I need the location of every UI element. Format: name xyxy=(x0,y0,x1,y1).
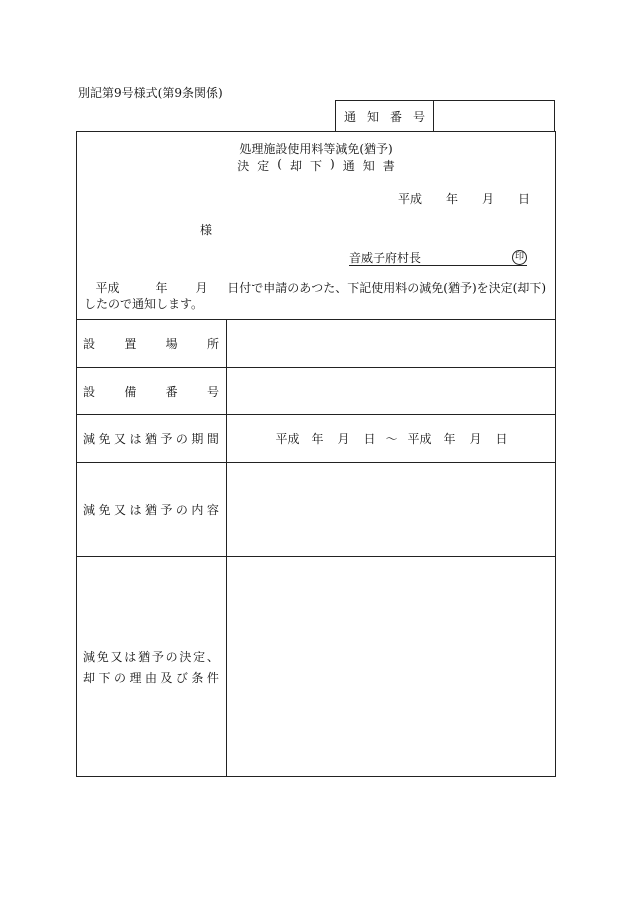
body-era: 平成 xyxy=(95,281,120,295)
period-start-era: 平成 xyxy=(275,432,300,446)
label-char: の xyxy=(175,432,188,446)
label-char: 又 xyxy=(110,650,123,664)
document-title-line1: 処理施設使用料等減免(猶予) xyxy=(239,142,393,156)
label-char: 、 xyxy=(206,650,219,664)
label-char: の xyxy=(165,650,178,664)
period-start-day: 日 xyxy=(363,432,376,446)
label-char: 設 xyxy=(83,384,96,399)
location-field[interactable] xyxy=(227,320,556,367)
label-char: 号 xyxy=(206,384,219,399)
issuer-line xyxy=(349,251,527,266)
notice-number-value[interactable] xyxy=(434,101,554,131)
label-char: 免 xyxy=(98,503,111,517)
label-char: 定 xyxy=(193,650,206,664)
title-char: 却 xyxy=(289,159,302,173)
equipment-number-field[interactable] xyxy=(227,368,556,414)
label-char: 備 xyxy=(124,384,137,399)
label-char: 号 xyxy=(412,109,425,124)
label-char: 免 xyxy=(98,432,111,446)
title-char: 知 xyxy=(362,159,375,173)
label-char: 所 xyxy=(206,337,219,351)
label-char: 猶 xyxy=(144,503,157,517)
date-day: 日 xyxy=(518,192,531,206)
label-char: の xyxy=(113,671,126,685)
body-sentence: 日付で申請のあつた、下記使用料の減免(猶予)を決定(却下)したので通知します。 xyxy=(84,281,547,311)
label-char: 番 xyxy=(389,109,402,124)
date-month: 月 xyxy=(482,192,495,206)
date-era: 平成 xyxy=(398,192,423,206)
table-row xyxy=(76,462,556,556)
title-char: 決 xyxy=(237,159,250,173)
issue-date[interactable] xyxy=(398,190,530,207)
label-char: 却 xyxy=(83,671,96,685)
notice-number-label xyxy=(336,101,434,131)
period-start-month: 月 xyxy=(337,432,350,446)
label-char: 由 xyxy=(144,671,157,685)
label-char: 予 xyxy=(160,503,173,517)
label-char: は xyxy=(124,650,137,664)
label-char: 予 xyxy=(160,432,173,446)
notice-number-box xyxy=(335,100,555,131)
label-char: び xyxy=(175,671,188,685)
label-char: 減 xyxy=(83,650,96,664)
label-char: 予 xyxy=(151,650,164,664)
table-row xyxy=(76,319,556,367)
label-char: 容 xyxy=(206,503,219,517)
label-char: 条 xyxy=(191,671,204,685)
content-field[interactable] xyxy=(227,463,556,556)
reason-and-conditions-field[interactable] xyxy=(227,557,556,777)
label-char: 置 xyxy=(124,337,137,351)
table-row xyxy=(76,556,556,777)
label-char: 猶 xyxy=(138,650,151,664)
label-char: 件 xyxy=(206,671,219,685)
label-char: の xyxy=(175,503,188,517)
label-char: 間 xyxy=(206,432,219,446)
date-year: 年 xyxy=(446,192,459,206)
label-char: 通 xyxy=(344,109,357,124)
label-char: 及 xyxy=(160,671,173,685)
row-label-period xyxy=(76,415,227,462)
row-label-location xyxy=(76,320,227,367)
period-end-year: 年 xyxy=(443,432,456,446)
title-char: ) xyxy=(330,157,335,171)
period-field[interactable] xyxy=(227,415,556,462)
title-char: 通 xyxy=(342,159,355,173)
row-label-equipment-number xyxy=(76,368,227,414)
label-char: は xyxy=(129,432,142,446)
period-start-year: 年 xyxy=(311,432,324,446)
label-char: 又 xyxy=(113,503,126,517)
label-char: 場 xyxy=(165,337,178,351)
period-end-era: 平成 xyxy=(407,432,432,446)
recipient-suffix: 様 xyxy=(200,223,213,237)
label-char: 免 xyxy=(96,650,109,664)
label-char: 番 xyxy=(165,384,178,399)
label-char: 内 xyxy=(191,503,204,517)
label-char: 設 xyxy=(83,337,96,351)
body-month: 月 xyxy=(195,281,208,295)
label-char: 期 xyxy=(191,432,204,446)
label-char: 減 xyxy=(83,503,96,517)
title-char: 書 xyxy=(382,159,395,173)
period-end-month: 月 xyxy=(469,432,482,446)
document-title-line2 xyxy=(76,157,556,174)
label-char: 下 xyxy=(98,671,111,685)
notice-body-text xyxy=(84,280,550,312)
form-label: 別記第9号様式(第9条関係) xyxy=(78,86,223,100)
label-char: 減 xyxy=(83,432,96,446)
seal-mark: 印 xyxy=(512,250,527,265)
table-row xyxy=(76,414,556,462)
label-char: 猶 xyxy=(144,432,157,446)
issuer-name: 音威子府村長 xyxy=(349,251,422,265)
label-char: 理 xyxy=(129,671,142,685)
row-label-reason xyxy=(76,557,227,777)
period-separator: 〜 xyxy=(385,432,398,446)
body-year: 年 xyxy=(155,281,168,295)
label-char: 又 xyxy=(113,432,126,446)
period-end-day: 日 xyxy=(495,432,508,446)
label-char: は xyxy=(129,503,142,517)
title-char: 下 xyxy=(309,159,322,173)
title-char: ( xyxy=(277,157,282,171)
table-row xyxy=(76,367,556,414)
row-label-content xyxy=(76,463,227,556)
label-char: 決 xyxy=(179,650,192,664)
label-char: 知 xyxy=(366,109,379,124)
title-char: 定 xyxy=(257,159,270,173)
